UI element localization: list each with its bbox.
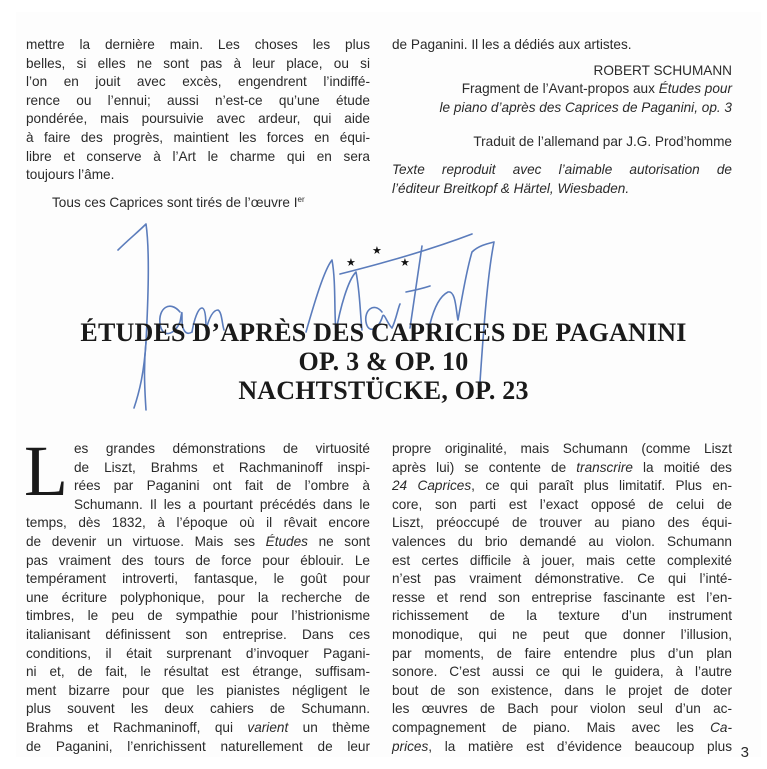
text-line: core, son parti est l’exact opposé de celui de [392, 496, 732, 512]
permission-line: Texte reproduit avec l’aimable autorisation de [392, 161, 732, 177]
text-line: ment bizarre pour que les pianistes négligent le [26, 682, 370, 698]
page-number: 3 [740, 744, 749, 761]
text-line: les œuvres de Bach pour violon seul d’un ac- [392, 701, 732, 717]
text-span: Brahms et Rachmaninoff, qui [26, 719, 248, 735]
text-line: monodique, qui ne peut que donner l’illusion, [392, 626, 732, 642]
text-line: mettre la dernière main. Les choses les plus [26, 37, 370, 52]
superscript: er [297, 194, 305, 204]
text-line: temps, dès 1832, à l’époque où il rêvait encore [26, 515, 370, 531]
star-icon: ★ [400, 257, 410, 269]
title-line: OP. 3 & OP. 10 [298, 347, 469, 376]
italic-span: varient [247, 719, 289, 735]
text-line [392, 738, 732, 757]
text-line: Tous ces Caprices sont tirés de l’œuvre I [52, 194, 298, 210]
text-line: timbres, le peu de sympathie pour l’histrionisme [26, 608, 370, 624]
text-line: sonore. C’est aussi ce qui le guidera, à l’autre [392, 664, 732, 680]
text-line: n’est pas vraiment démonstrative. Ce qui l’inté- [392, 571, 732, 587]
title-line: ÉTUDES D’APRÈS DES CAPRICES DE PAGANINI [80, 318, 687, 347]
text-line: italianisant définissent son entreprise. Dans ces [26, 626, 370, 642]
text-line: valences du brio demandé au violon. Schumann [392, 533, 732, 549]
text-line: propre originalité, mais Schumann (comme Liszt [392, 441, 732, 456]
text-line: richissement de la texture d’un instrument [392, 608, 732, 624]
translator-credit: Traduit de l’allemand par J.G. Prod’homme [473, 134, 732, 150]
text-span: un thème [288, 719, 370, 735]
text-line: de Paganini, l’enrichissent naturellement de leur [26, 738, 370, 754]
title-line: NACHTSTÜCKE, OP. 23 [238, 376, 529, 405]
paragraph-caprices [26, 194, 370, 213]
text-line: ni et, de fait, le résultat est étrange, suffisam- [26, 664, 370, 680]
italic-span: transcrire [576, 459, 633, 475]
source-title-part: Études pour [658, 81, 732, 97]
text-line: es grandes démonstrations de virtuosité [73, 441, 370, 456]
text-line [392, 477, 732, 496]
text-span: après lui) se contente de [392, 459, 577, 475]
text-line: plus souvent les deux cahiers de Schumann. [26, 701, 370, 717]
italic-span: 24 Caprices [392, 478, 472, 494]
text-line [26, 533, 370, 552]
text-line: une écriture polyphonique, pour la recherche de [26, 589, 370, 605]
quote-author: ROBERT SCHUMANN [593, 62, 732, 78]
text-line: bout de son existence, dans le projet de doter [392, 682, 732, 698]
text-span: compagnement de piano. Mais avec les [392, 719, 711, 735]
text-line [392, 719, 732, 738]
italic-span: prices [392, 738, 429, 754]
text-line: rence ou l’ennui; aussi n’est-ce qu’une étude [26, 92, 370, 108]
text-line: pondérée, mais poursuivie avec ardeur, qui aide [26, 111, 370, 127]
intro-column-left [26, 36, 370, 212]
text-line: l’on en jouit avec excès, engendrent l’indiffé- [26, 74, 370, 90]
essay-column-right [392, 440, 732, 756]
text-line: toujours l’âme. [26, 167, 115, 183]
text-line: rées par Paganini ont fait de l’ombre à [73, 478, 370, 494]
text-line: libre et conserve à l’Art le charme qui en sera [26, 148, 370, 164]
italic-span: Ca- [710, 719, 732, 735]
drop-cap: L [24, 431, 68, 511]
text-line: de Liszt, Brahms et Rachmaninoff inspi- [73, 459, 370, 475]
text-line: resse et rend son entreprise fascinante est l’en- [392, 589, 732, 605]
essay-column-left [24, 431, 370, 756]
star-icon: ★ [372, 245, 382, 257]
text-span: de devenir un virtuose. Mais ses [26, 533, 266, 549]
page-title [0, 318, 767, 405]
text-line: Schumann. Il les a pourtant précédés dans le [73, 496, 370, 512]
source-prefix: Fragment de l’Avant-propos aux [461, 81, 659, 97]
text-span: la moitié des [632, 459, 732, 475]
text-line [26, 719, 370, 738]
text-line: est certes difficile à jouer, mais cette complexité [392, 552, 732, 568]
star-icon: ★ [346, 257, 356, 269]
text-line: par moments, de faire entendre plus d’un plan [392, 645, 732, 661]
permission-line: l’éditeur Breitkopf & Härtel, Wiesbaden. [392, 180, 630, 196]
text-line [392, 459, 732, 478]
text-span: , ce qui paraît plus limitatif. Plus en- [471, 478, 732, 494]
text-line: belles, si elles ne sont pas à leur place, ou si [26, 55, 370, 71]
text-line: tempérament introverti, fantasque, le goût pour [26, 571, 370, 587]
intro-column-right [392, 36, 732, 198]
source-title-part: le piano d’après des Caprices de Paganini, op. 3 [439, 99, 732, 115]
text-line: Liszt, préoccupé de trouver au piano des équi- [392, 515, 732, 531]
text-span: ne sont [307, 533, 370, 549]
text-line: de Paganini. Il les a dédiés aux artistes. [392, 37, 632, 52]
signature-stars [344, 244, 414, 274]
text-span: , la matière est d’évidence beaucoup plus [428, 738, 732, 754]
text-line: pas vraiment des tours de force pour éblouir. Le [26, 552, 370, 568]
text-line: à faire des progrès, maintient les forces en équi- [26, 129, 370, 145]
text-line: conditions, il était surprenant d’invoquer Pagani- [26, 645, 370, 661]
italic-span: Études [265, 533, 308, 549]
quote-source [392, 80, 732, 99]
